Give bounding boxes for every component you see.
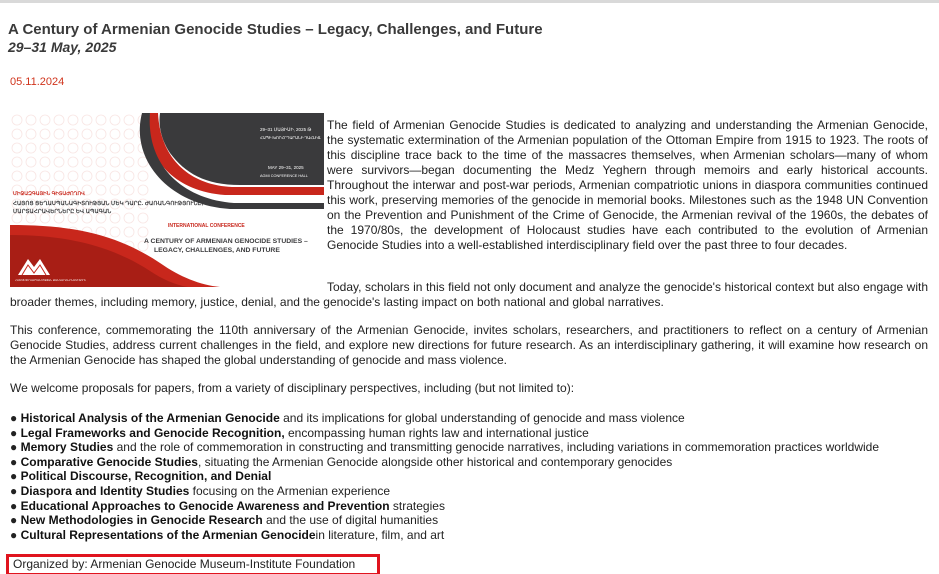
welcome-paragraph: We welcome proposals for papers, from a variety of disciplinary perspectives, including (but not limited to): [10, 381, 575, 395]
topic-bold: Political Discourse, Recognition, and Denial [20, 469, 272, 484]
list-item [10, 426, 935, 441]
topic-rest: , situating the Armenian Genocide alongside other historical and contemporary genocides [197, 454, 673, 469]
bullet-icon: ● [10, 513, 18, 528]
poster-en-title-line-2: LEGACY, CHALLENGES, AND FUTURE [154, 247, 280, 254]
poster-venue-line-en: AGMI CONFERENCE HALL [260, 174, 308, 178]
topic-bold: Educational Approaches to Genocide Awareness and Prevention [20, 498, 390, 513]
event-dates: 29–31 May, 2025 [8, 39, 117, 55]
list-item [10, 499, 935, 514]
topic-bold: Memory Studies [20, 440, 114, 455]
bullet-icon: ● [10, 498, 18, 513]
bullet-icon: ● [10, 425, 18, 440]
bullet-icon: ● [10, 527, 18, 542]
list-item [10, 455, 935, 470]
poster-arm-title-line-1: ՀԱՅՈՑ ՑԵՂԱՍՊԱՆԱԳԻՏՈՒԹՅԱՆ ՄԵԿ ԴԱՐԸ. ԺԱՌԱՆԳՈՒԹՅՈՒՆԸ, [13, 201, 204, 207]
today-paragraph: Today, scholars in this field not only document and analyze the genocide's historical context but also engage with broader themes, including memory, justice, denial, and the genocide's lasting impact on both national and global narratives. [10, 280, 928, 309]
poster-intl-label: INTERNATIONAL CONFERENCE [168, 223, 245, 229]
topic-rest: strategies [389, 498, 445, 513]
list-item [10, 484, 935, 499]
topic-rest: and its implications for global understanding of genocide and mass violence [279, 411, 685, 425]
bullet-icon: ● [10, 411, 18, 425]
list-item [10, 528, 935, 543]
list-item [10, 411, 935, 426]
poster-arm-title-line-2: ՄԱՐՏԱՀՐԱՎԵՐՆԵՐԸ ԵՎ ԱՊԱԳԱՆ [13, 209, 112, 215]
poster-venue-line-arm: ՀԱՊԻ ԽՈՐՀՐԴԱՐԱՆԻ ԴԱՀԼԻՃ [260, 136, 321, 140]
page-title: A Century of Armenian Genocide Studies – Legacy, Challenges, and Future [8, 21, 543, 38]
topic-bold: Comparative Genocide Studies [20, 454, 198, 469]
bullet-icon: ● [10, 483, 18, 498]
poster-dates-line: 29–31 ՄԱՅԻՍԻ, 2025 Թ [260, 127, 312, 132]
list-item [10, 513, 935, 528]
top-divider [0, 0, 939, 3]
topic-bold: Cultural Representations of the Armenian Genocide [20, 527, 316, 542]
topic-rest: in literature, film, and art [315, 527, 445, 542]
topic-bold: New Methodologies in Genocide Research [20, 513, 263, 528]
poster-dates-line-en: MAY 29–31, 2025 [268, 165, 304, 170]
topic-rest: and the role of commemoration in constructing and transmitting genocide narratives, including variations in commemoration practices worldwide [113, 440, 879, 455]
conference-paragraph: This conference, commemorating the 110th anniversary of the Armenian Genocide, invites scholars, researchers, and practitioners to reflect on a century of Armenian Genocide Studies, address current challenges in the field, and explore new directions for future research. As an interdisciplinary gathering, it will examine how research on the Armenian Genocide has shaped the global understanding of genocide and mass violence. [10, 323, 928, 367]
list-item [10, 440, 935, 455]
topic-rest: encompassing human rights law and international justice [284, 425, 589, 440]
organizer-credit: Organized by: Armenian Genocide Museum-Institute Foundation [6, 554, 380, 574]
conference-poster-image [10, 113, 324, 287]
bullet-icon: ● [10, 440, 18, 455]
topic-rest: and the use of digital humanities [262, 513, 439, 528]
intro-paragraph: The field of Armenian Genocide Studies is dedicated to analyzing and understanding the Armenian Genocide, the systematic extermination of the Armenian population of the Ottoman Empire from 1915 to 1923. The roots of this discipline trace back to the time of the massacres themselves, when Armenian scholars—many of whom were survivors—began documenting the Medz Yeghern through memoirs and early historical accounts. Throughout the interwar and post-war periods, Armenian compatriotic unions in diaspora communities continued this work, preserving memories of the genocide in memorial books. Milestones such as the 1948 UN Convention on the Prevention and Punishment of the Crime of Genocide, the Armenian revival of the 1960s, the debates of the 1970/80s, the development of Holocaust studies have each contributed to the evolution of Armenian Genocide Studies into a well-established interdisciplinary field over the past three to four decades. [327, 118, 928, 252]
museum-logo-text: ՀԱՅՈՑ ՑԵՂԱՍՊԱՆՈՒԹՅԱՆ ԹԱՆԳԱՐԱՆ-ԻՆՍՏԻՏՈՒՏ [15, 279, 86, 282]
bullet-icon: ● [10, 469, 18, 484]
poster-arm-label: ՄԻՋԱԶԳԱՅԻՆ ԳԻՏԱԺՈՂՈՎ [13, 191, 85, 197]
topics-list [10, 411, 935, 542]
topic-rest: focusing on the Armenian experience [189, 483, 391, 498]
topic-bold: Historical Analysis of the Armenian Genocide [20, 411, 280, 425]
list-item [10, 469, 935, 484]
topic-bold: Diaspora and Identity Studies [20, 483, 190, 498]
publication-date: 05.11.2024 [10, 76, 65, 88]
topic-bold: Legal Frameworks and Genocide Recognition, [20, 425, 285, 440]
poster-en-title-line-1: A CENTURY OF ARMENIAN GENOCIDE STUDIES – [144, 238, 308, 245]
bullet-icon: ● [10, 454, 18, 469]
